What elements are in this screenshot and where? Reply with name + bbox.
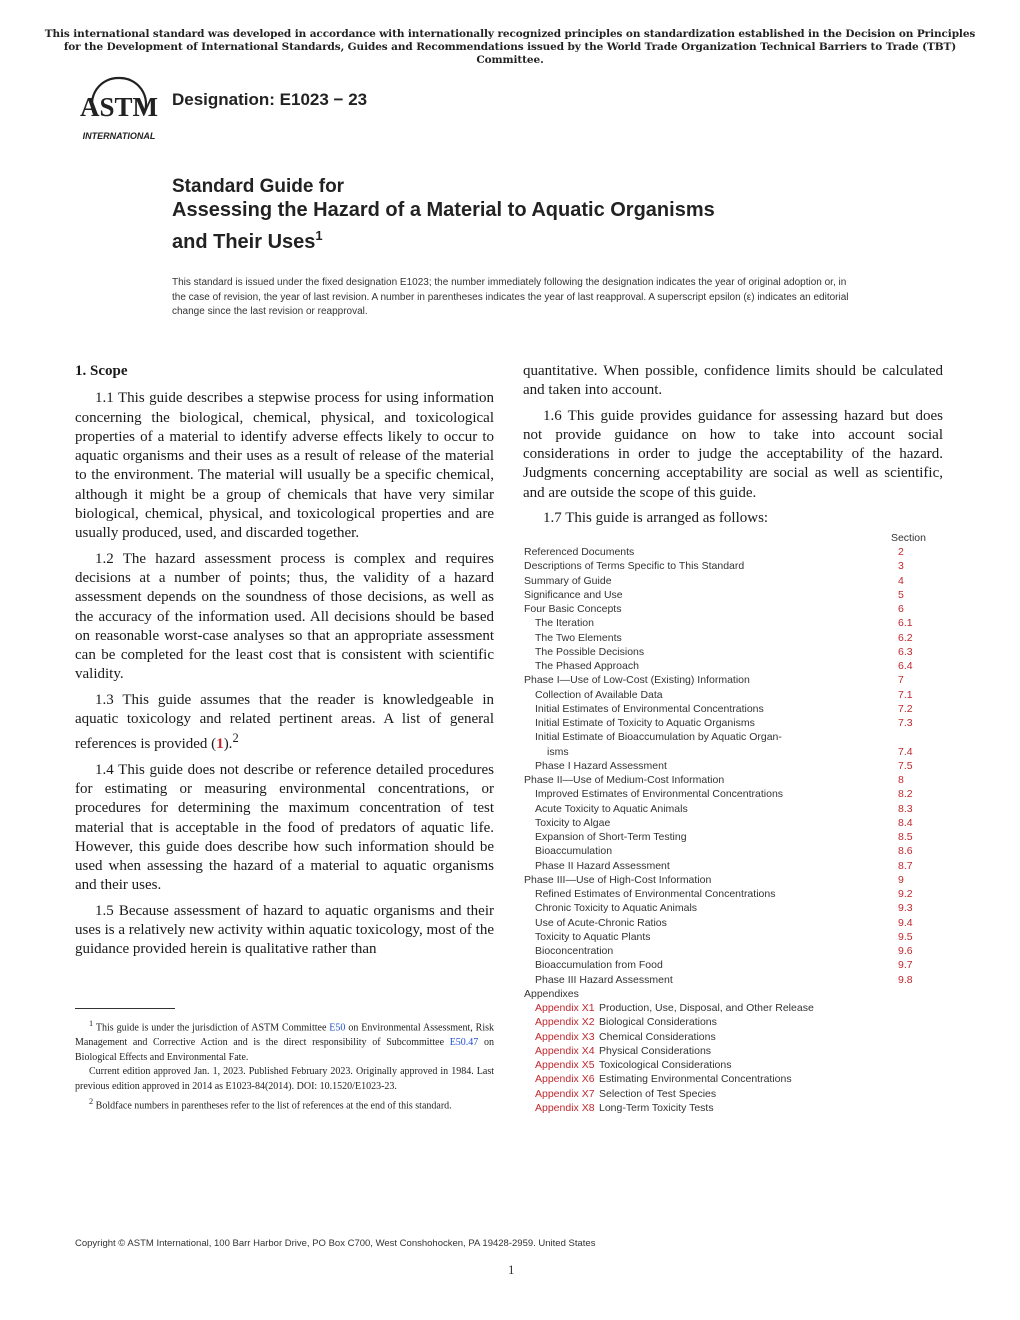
toc-section-link[interactable]: 8.5 bbox=[898, 831, 913, 843]
appendix-link[interactable]: Appendix X5 bbox=[535, 1059, 595, 1071]
toc-section-link[interactable]: 5 bbox=[898, 588, 904, 601]
toc-row-label: Bioaccumulation from Food bbox=[535, 959, 663, 972]
paragraph-1-5: 1.5 Because assessment of hazard to aquatic organisms and their uses is a relatively new activity within aquatic toxicology, most of the guidance provided herein is qualitative rather than bbox=[75, 902, 494, 958]
appendix-row bbox=[524, 1030, 944, 1044]
toc-row bbox=[524, 873, 944, 887]
toc-section-link[interactable]: 7.4 bbox=[898, 745, 913, 758]
toc-section-link[interactable]: 4 bbox=[898, 574, 904, 587]
appendix-row bbox=[524, 1001, 944, 1015]
toc-section-link[interactable]: 9.7 bbox=[898, 959, 913, 972]
title-footnote-mark: 1 bbox=[315, 228, 323, 243]
toc-section-link[interactable]: 8.4 bbox=[898, 816, 913, 829]
toc-section-link[interactable]: 9.4 bbox=[898, 916, 913, 929]
toc-row-label: Initial Estimate of Toxicity to Aquatic Organisms bbox=[535, 717, 755, 729]
appendix-label: Estimating Environmental Concentrations bbox=[599, 1073, 792, 1086]
appendix-row bbox=[524, 1101, 944, 1115]
toc-row-label: Phase III—Use of High-Cost Information bbox=[524, 873, 712, 886]
subcommittee-link[interactable]: E50.47 bbox=[449, 1037, 479, 1049]
toc-row bbox=[524, 702, 944, 716]
appendix-link[interactable]: Appendix X7 bbox=[535, 1087, 595, 1100]
toc-row bbox=[524, 659, 944, 673]
appendix-list bbox=[524, 1001, 944, 1115]
title-line-1: Standard Guide for bbox=[172, 176, 345, 197]
toc-section-link[interactable]: 9.6 bbox=[898, 945, 913, 957]
copyright: Copyright © ASTM International, 100 Barr Harbor Drive, PO Box C700, West Conshohocken, PA 19428-2959. United States bbox=[75, 1238, 596, 1249]
toc-row-label: Phase II—Use of Medium-Cost Information bbox=[524, 774, 725, 786]
appendix-link[interactable]: Appendix X6 bbox=[535, 1073, 595, 1086]
toc-row bbox=[524, 901, 944, 915]
footnote-mark-2[interactable]: 2 bbox=[232, 731, 239, 746]
toc-section-link[interactable]: 9.3 bbox=[898, 902, 913, 915]
toc-row bbox=[524, 802, 944, 816]
toc-section-link[interactable]: 7.1 bbox=[898, 688, 913, 701]
toc-row bbox=[524, 645, 944, 659]
footnote-edition: Current edition approved Jan. 1, 2023. Published February 2023. Originally approved in 1984. Last previous edition approved in 2014 as E1023-84(2014). DOI: 10.1520/E1023-23. bbox=[75, 1066, 494, 1093]
toc-section-link[interactable]: 6.4 bbox=[898, 660, 913, 672]
toc-row-label: Initial Estimate of Bioaccumulation by Aquatic Organ- bbox=[535, 731, 782, 744]
toc-row bbox=[524, 859, 944, 873]
left-column bbox=[75, 362, 494, 966]
toc-row bbox=[524, 973, 944, 987]
toc-section-link[interactable]: 6 bbox=[898, 603, 904, 615]
toc-section-link[interactable]: 6.1 bbox=[898, 617, 913, 630]
toc-section-link[interactable]: 9.8 bbox=[898, 973, 913, 986]
toc-row-label: Referenced Documents bbox=[524, 546, 635, 558]
scope-heading: 1. Scope bbox=[75, 363, 128, 379]
appendix-row bbox=[524, 1044, 944, 1058]
toc-row bbox=[524, 773, 944, 787]
appendix-link[interactable]: Appendix X8 bbox=[535, 1101, 595, 1114]
paragraph-1-3: 1.3 This guide assumes that the reader is knowledgeable in aquatic toxicology and related pertinent areas. A list of general references is provided (1).$^2$ bbox=[75, 691, 494, 753]
reference-link-1[interactable]: 1 bbox=[216, 736, 224, 753]
toc-row-label: Toxicity to Algae bbox=[535, 816, 611, 829]
toc-section-link[interactable]: 9.5 bbox=[898, 930, 913, 943]
toc-row bbox=[524, 730, 944, 744]
toc-row-label: isms bbox=[547, 745, 569, 758]
toc-row bbox=[524, 688, 944, 702]
appendix-label: Long-Term Toxicity Tests bbox=[599, 1101, 714, 1114]
right-column bbox=[523, 362, 943, 534]
logo-subtext: INTERNATIONAL bbox=[82, 131, 156, 141]
wto-notice: This international standard was developed in accordance with internationally recognized principles on standardization established in the Decision on Principles for the Development of International Standards, Guides and Recommendations issued by the World Trade Organization Technical Barriers to Trade (TBT) Committee. bbox=[44, 28, 976, 66]
toc-section-link[interactable]: 7 bbox=[898, 674, 904, 687]
toc-section-link[interactable]: 8.3 bbox=[898, 802, 913, 815]
appendix-label: Selection of Test Species bbox=[599, 1087, 717, 1100]
appendix-label: Physical Considerations bbox=[599, 1044, 712, 1057]
page-number: 1 bbox=[508, 1262, 515, 1277]
committee-link[interactable]: E50 bbox=[329, 1022, 346, 1034]
toc-section-link[interactable]: 7.3 bbox=[898, 717, 913, 729]
section-table bbox=[524, 531, 944, 1115]
toc-section-link[interactable]: 8.7 bbox=[898, 859, 913, 872]
toc-row-label: Phase I Hazard Assessment bbox=[535, 759, 667, 772]
toc-row bbox=[524, 830, 944, 844]
toc-row-label: Phase I—Use of Low-Cost (Existing) Information bbox=[524, 674, 750, 687]
toc-row-label: Phase II Hazard Assessment bbox=[535, 859, 670, 872]
toc-row bbox=[524, 545, 944, 559]
toc-row-label: Expansion of Short-Term Testing bbox=[535, 831, 687, 843]
toc-row bbox=[524, 716, 944, 730]
toc-section-link[interactable]: 7.5 bbox=[898, 759, 913, 772]
toc-row-label: Significance and Use bbox=[524, 588, 623, 601]
appendix-row bbox=[524, 1072, 944, 1086]
toc-row-label: Collection of Available Data bbox=[535, 688, 663, 701]
toc-row-label: Improved Estimates of Environmental Concentrations bbox=[535, 788, 784, 801]
toc-row bbox=[524, 559, 944, 573]
toc-rows bbox=[524, 545, 944, 987]
appendixes-label: Appendixes bbox=[524, 987, 579, 1000]
toc-row bbox=[524, 916, 944, 930]
designation: Designation: E1023 − 23 bbox=[172, 90, 368, 109]
toc-row-label: Summary of Guide bbox=[524, 574, 612, 587]
toc-row bbox=[524, 958, 944, 972]
toc-row-label: The Phased Approach bbox=[535, 660, 639, 672]
toc-row-label: Phase III Hazard Assessment bbox=[535, 973, 673, 986]
toc-row bbox=[524, 944, 944, 958]
toc-section-link[interactable]: 6.3 bbox=[898, 645, 913, 658]
appendix-link[interactable]: Appendix X3 bbox=[535, 1030, 595, 1043]
paragraph-1-1: 1.1 This guide describes a stepwise process for using information concerning the biological, chemical, physical, and toxicological properties of a material to identify adverse effects likely to occur to aquatic organisms and their uses as a result of release of the material to the environment. The material will usually be a specific chemical, although it might be a group of chemicals that have very similar biological, chemical, physical, and toxicological properties and are usually produced, used, and discarded together. bbox=[75, 390, 494, 542]
appendix-row bbox=[524, 1087, 944, 1101]
toc-row-label: Use of Acute-Chronic Ratios bbox=[535, 916, 667, 929]
toc-row bbox=[524, 887, 944, 901]
logo-letters: ASTM bbox=[79, 92, 159, 122]
toc-row-label: Descriptions of Terms Specific to This Standard bbox=[524, 560, 745, 573]
paragraph-1-4: 1.4 This guide does not describe or reference detailed procedures for estimating or measuring environmental concentrations, or procedures for determining the maximum concentration of test material that is acceptable in the food of predators of aquatic life. However, this guide does describe how such information should be used when assessing the hazard of a material to aquatic organisms and their uses. bbox=[75, 761, 494, 894]
toc-row-label: Initial Estimates of Environmental Concentrations bbox=[535, 702, 764, 715]
appendix-link[interactable]: Appendix X1 bbox=[535, 1002, 595, 1014]
appendix-label: Production, Use, Disposal, and Other Release bbox=[599, 1002, 814, 1014]
appendix-label: Biological Considerations bbox=[599, 1016, 717, 1029]
toc-row-label: Chronic Toxicity to Aquatic Animals bbox=[535, 902, 698, 915]
toc-row-label: The Possible Decisions bbox=[535, 645, 645, 658]
astm-logo bbox=[78, 70, 160, 144]
toc-row-label: Acute Toxicity to Aquatic Animals bbox=[535, 802, 688, 815]
title-line-3: and Their Uses bbox=[172, 231, 316, 253]
issuance-statement: This standard is issued under the fixed designation E1023; the number immediately following the designation indicates the year of original adoption or, in the case of revision, the year of last revision. A number in parentheses indicates the year of last reapproval. A superscript epsilon (ε) indicates an editorial change since the last revision or reapproval. bbox=[172, 277, 849, 317]
toc-section-link[interactable]: 6.2 bbox=[898, 631, 913, 644]
toc-section-link[interactable]: 2 bbox=[898, 546, 904, 558]
toc-section-link[interactable]: 7.2 bbox=[898, 702, 913, 715]
appendix-link[interactable]: Appendix X4 bbox=[535, 1044, 595, 1057]
toc-row-label: Bioaccumulation bbox=[535, 845, 613, 858]
toc-row bbox=[524, 816, 944, 830]
toc-row bbox=[524, 844, 944, 858]
paragraph-1-2: 1.2 The hazard assessment process is complex and requires decisions at a number of points; thus, the validity of a hazard assessment depends on the soundness of those decisions, as well as the accuracy of the information used. All decisions should be based on reasonable worst-case analyses so that an appropriate assessment can be completed for the least cost that is consistent with scientific validity. bbox=[75, 550, 494, 683]
footnote-1: $^1$ This guide is under the jurisdiction of ASTM Committee E50 on Environmental Assessment, Risk Management and Corrective Action and is the direct responsibility of Subcommittee E50.47 on Biological Effects and Environmental Fate. bbox=[75, 1019, 494, 1063]
toc-row bbox=[524, 602, 944, 616]
toc-row bbox=[524, 787, 944, 801]
toc-row bbox=[524, 745, 944, 759]
toc-section-link[interactable]: 9.2 bbox=[898, 888, 913, 900]
toc-row bbox=[524, 759, 944, 773]
toc-row bbox=[524, 631, 944, 645]
toc-section-link[interactable]: 9 bbox=[898, 873, 904, 886]
toc-row bbox=[524, 930, 944, 944]
paragraph-1-5-continued: quantitative. When possible, confidence limits should be calculated and taken into account. bbox=[523, 363, 943, 399]
toc-row bbox=[524, 616, 944, 630]
appendix-link[interactable]: Appendix X2 bbox=[535, 1016, 595, 1029]
toc-row-label: Toxicity to Aquatic Plants bbox=[535, 930, 651, 943]
appendix-row bbox=[524, 1015, 944, 1029]
appendix-row bbox=[524, 1058, 944, 1072]
toc-row-label: The Iteration bbox=[535, 617, 594, 630]
toc-section-link[interactable]: 8 bbox=[898, 774, 904, 786]
toc-row-label: Bioconcentration bbox=[535, 945, 614, 957]
appendix-label: Toxicological Considerations bbox=[599, 1059, 732, 1071]
toc-section-link[interactable]: 3 bbox=[898, 560, 904, 573]
appendix-label: Chemical Considerations bbox=[599, 1030, 716, 1043]
paragraph-1-7: 1.7 This guide is arranged as follows: bbox=[543, 510, 769, 527]
toc-row bbox=[524, 574, 944, 588]
toc-row bbox=[524, 673, 944, 687]
toc-row-label: Four Basic Concepts bbox=[524, 603, 622, 615]
paragraph-1-6: 1.6 This guide provides guidance for assessing hazard but does not provide guidance on how to take into account social considerations in order to judge the acceptability of the hazard. Judgments concerning acceptability are social as well as scientific, and are outside the scope of this guide. bbox=[523, 407, 943, 501]
toc-section-link[interactable]: 8.2 bbox=[898, 788, 913, 801]
title-line-2: Assessing the Hazard of a Material to Aquatic Organisms bbox=[172, 199, 715, 221]
document-title bbox=[172, 176, 715, 255]
toc-row bbox=[524, 588, 944, 602]
toc-row-label: Refined Estimates of Environmental Concentrations bbox=[535, 888, 776, 900]
toc-row-label: The Two Elements bbox=[535, 631, 622, 644]
footnote-2: $^2$ Boldface numbers in parentheses refer to the list of references at the end of this standard. bbox=[89, 1096, 452, 1112]
toc-section-header: Section bbox=[890, 532, 926, 544]
footnotes bbox=[75, 1017, 494, 1114]
toc-section-link[interactable]: 8.6 bbox=[898, 845, 913, 858]
footnote-rule bbox=[75, 1008, 175, 1009]
